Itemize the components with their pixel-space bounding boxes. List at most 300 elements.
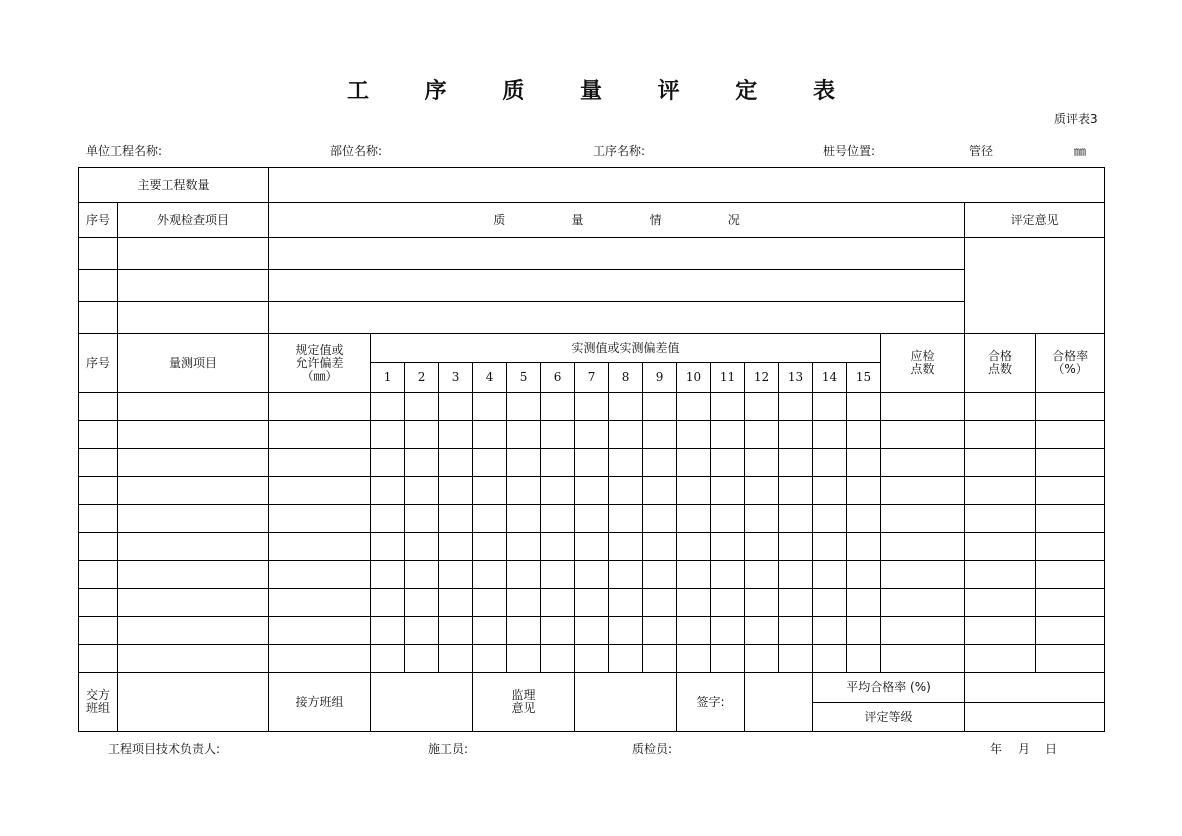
measure-item-cell[interactable] <box>118 617 269 645</box>
measured-value-cell[interactable] <box>575 533 609 561</box>
measured-value-cell[interactable] <box>575 505 609 533</box>
should-check-cell[interactable] <box>881 589 965 617</box>
measured-value-cell[interactable] <box>473 589 507 617</box>
measured-value-cell[interactable] <box>711 617 745 645</box>
measured-value-cell[interactable] <box>745 561 779 589</box>
evaluation-opinion-cell[interactable] <box>965 238 1105 334</box>
spec-line-3: （㎜） <box>301 368 338 383</box>
pass-rate-cell[interactable] <box>1036 645 1105 673</box>
measured-value-cell[interactable] <box>371 449 405 477</box>
measured-value-cell[interactable] <box>371 617 405 645</box>
measure-item-header: 量测项目 <box>118 334 269 393</box>
measured-col-header: 3 <box>439 363 473 393</box>
measured-value-cell[interactable] <box>847 589 881 617</box>
measured-value-cell[interactable] <box>541 505 575 533</box>
pass-rate-cell[interactable] <box>1036 617 1105 645</box>
pass-points-cell[interactable] <box>965 533 1036 561</box>
measured-value-cell[interactable] <box>609 533 643 561</box>
measured-value-cell[interactable] <box>745 477 779 505</box>
measured-value-cell[interactable] <box>473 533 507 561</box>
measured-value-cell[interactable] <box>575 617 609 645</box>
measured-value-cell[interactable] <box>745 393 779 421</box>
measured-value-cell[interactable] <box>813 561 847 589</box>
appearance-seq-cell[interactable] <box>79 302 118 334</box>
measured-value-cell[interactable] <box>779 505 813 533</box>
pass-points-header <box>965 334 1036 393</box>
tech-lead-label: 工程项目技术负责人: <box>108 742 221 756</box>
pass-points-cell[interactable] <box>965 421 1036 449</box>
inspector-label: 质检员: <box>632 742 673 756</box>
measured-col-header: 11 <box>711 363 745 393</box>
measured-value-cell[interactable] <box>643 617 677 645</box>
measured-value-cell[interactable] <box>405 561 439 589</box>
measure-item-cell[interactable] <box>118 449 269 477</box>
measured-value-cell[interactable] <box>405 589 439 617</box>
measured-value-cell[interactable] <box>677 617 711 645</box>
measured-value-cell[interactable] <box>473 449 507 477</box>
measure-seq-cell[interactable] <box>79 421 118 449</box>
measured-value-cell[interactable] <box>643 589 677 617</box>
measured-value-cell[interactable] <box>473 505 507 533</box>
measured-value-cell[interactable] <box>371 589 405 617</box>
measurement-row <box>79 505 1105 533</box>
measured-value-cell[interactable] <box>711 533 745 561</box>
measured-value-cell[interactable] <box>541 645 575 673</box>
measured-value-cell[interactable] <box>813 421 847 449</box>
pass-points-cell[interactable] <box>965 561 1036 589</box>
measured-value-cell[interactable] <box>779 477 813 505</box>
pass-points-cell[interactable] <box>965 645 1036 673</box>
signature-label: 签字: <box>677 673 745 732</box>
spec-value-cell[interactable] <box>269 393 371 421</box>
measured-value-cell[interactable] <box>507 449 541 477</box>
measured-value-cell[interactable] <box>405 645 439 673</box>
spec-value-cell[interactable] <box>269 561 371 589</box>
measured-value-cell[interactable] <box>643 449 677 477</box>
measured-value-cell[interactable] <box>779 561 813 589</box>
measured-value-cell[interactable] <box>575 393 609 421</box>
measured-value-cell[interactable] <box>439 645 473 673</box>
pass-rate-cell[interactable] <box>1036 477 1105 505</box>
measured-value-cell[interactable] <box>371 393 405 421</box>
measured-value-cell[interactable] <box>711 421 745 449</box>
measured-value-cell[interactable] <box>473 561 507 589</box>
spec-value-cell[interactable] <box>269 645 371 673</box>
measurement-row <box>79 421 1105 449</box>
measured-value-cell[interactable] <box>847 645 881 673</box>
measured-value-cell[interactable] <box>575 449 609 477</box>
measured-value-cell[interactable] <box>541 533 575 561</box>
measure-seq-cell[interactable] <box>79 589 118 617</box>
spec-value-cell[interactable] <box>269 617 371 645</box>
measured-value-cell[interactable] <box>779 421 813 449</box>
measured-col-header: 13 <box>779 363 813 393</box>
spec-value-cell[interactable] <box>269 589 371 617</box>
pass-rate-cell[interactable] <box>1036 561 1105 589</box>
measured-value-cell[interactable] <box>371 561 405 589</box>
measured-value-cell[interactable] <box>473 645 507 673</box>
measured-value-cell[interactable] <box>439 589 473 617</box>
avg-pass-rate-label: 平均合格率 (%) <box>813 673 965 703</box>
measure-seq-cell[interactable] <box>79 477 118 505</box>
measured-col-header: 5 <box>507 363 541 393</box>
measured-value-cell[interactable] <box>643 477 677 505</box>
measured-value-cell[interactable] <box>779 449 813 477</box>
measured-value-cell[interactable] <box>813 617 847 645</box>
measured-value-cell[interactable] <box>643 561 677 589</box>
measured-value-cell[interactable] <box>541 477 575 505</box>
measured-value-cell[interactable] <box>439 533 473 561</box>
supervision-opinion-cell[interactable] <box>575 673 677 732</box>
measured-value-cell[interactable] <box>847 449 881 477</box>
appearance-item-cell[interactable] <box>118 238 269 270</box>
measured-value-cell[interactable] <box>677 393 711 421</box>
unit-mm-label: ㎜ <box>1074 144 1087 158</box>
measured-value-cell[interactable] <box>575 645 609 673</box>
measured-value-cell[interactable] <box>473 421 507 449</box>
form-title: 工 序 质 量 评 定 表 <box>347 78 859 104</box>
handover-line-1: 交方 <box>85 688 110 702</box>
pass-points-cell[interactable] <box>965 477 1036 505</box>
measured-value-cell[interactable] <box>575 421 609 449</box>
measured-value-cell[interactable] <box>541 449 575 477</box>
spec-line-1: 规定值或 <box>295 342 344 357</box>
measured-col-header: 9 <box>643 363 677 393</box>
part-name-label: 部位名称: <box>330 144 383 158</box>
measured-value-cell[interactable] <box>847 477 881 505</box>
measured-value-cell[interactable] <box>711 589 745 617</box>
measure-seq-cell[interactable] <box>79 505 118 533</box>
measured-value-cell[interactable] <box>371 505 405 533</box>
should-check-cell[interactable] <box>881 449 965 477</box>
should-check-cell[interactable] <box>881 421 965 449</box>
quality-evaluation-table <box>78 167 1105 732</box>
measure-item-cell[interactable] <box>118 477 269 505</box>
seq-header-2: 序号 <box>79 334 118 393</box>
appearance-quality-cell[interactable] <box>269 238 965 270</box>
measured-value-cell[interactable] <box>439 617 473 645</box>
measured-value-cell[interactable] <box>507 645 541 673</box>
measured-value-cell[interactable] <box>813 645 847 673</box>
measured-value-cell[interactable] <box>779 393 813 421</box>
measured-value-cell[interactable] <box>609 449 643 477</box>
measured-value-cell[interactable] <box>813 393 847 421</box>
measured-value-cell[interactable] <box>813 505 847 533</box>
measured-value-cell[interactable] <box>847 421 881 449</box>
measured-value-cell[interactable] <box>575 477 609 505</box>
measured-col-header: 8 <box>609 363 643 393</box>
receiver-team-cell[interactable] <box>371 673 473 732</box>
should-check-line-1: 应检 <box>910 349 935 363</box>
should-check-cell[interactable] <box>881 561 965 589</box>
measured-value-cell[interactable] <box>779 589 813 617</box>
measured-col-header: 1 <box>371 363 405 393</box>
measured-value-cell[interactable] <box>507 617 541 645</box>
measured-col-header: 14 <box>813 363 847 393</box>
measured-value-cell[interactable] <box>745 533 779 561</box>
measured-value-cell[interactable] <box>405 393 439 421</box>
should-check-cell[interactable] <box>881 533 965 561</box>
measured-value-cell[interactable] <box>779 617 813 645</box>
measure-seq-cell[interactable] <box>79 533 118 561</box>
pass-rate-cell[interactable] <box>1036 393 1105 421</box>
pass-rate-header <box>1036 334 1105 393</box>
main-quantity-row <box>79 168 1105 203</box>
measure-item-cell[interactable] <box>118 421 269 449</box>
seq-header: 序号 <box>79 203 118 238</box>
grade-cell[interactable] <box>965 703 1105 732</box>
measured-value-cell[interactable] <box>439 477 473 505</box>
measured-value-cell[interactable] <box>677 589 711 617</box>
measured-value-cell[interactable] <box>847 505 881 533</box>
pass-rate-cell[interactable] <box>1036 505 1105 533</box>
should-check-cell[interactable] <box>881 477 965 505</box>
appearance-quality-cell[interactable] <box>269 270 965 302</box>
measure-item-cell[interactable] <box>118 645 269 673</box>
measured-value-cell[interactable] <box>779 645 813 673</box>
measured-value-cell[interactable] <box>677 505 711 533</box>
measured-value-cell[interactable] <box>677 645 711 673</box>
appearance-quality-cell[interactable] <box>269 302 965 334</box>
measured-values-header: 实测值或实测偏差值 <box>371 334 881 363</box>
measured-value-cell[interactable] <box>609 393 643 421</box>
measured-value-cell[interactable] <box>711 393 745 421</box>
measured-value-cell[interactable] <box>473 617 507 645</box>
measured-value-cell[interactable] <box>371 533 405 561</box>
measured-value-cell[interactable] <box>439 505 473 533</box>
measured-value-cell[interactable] <box>609 617 643 645</box>
should-check-cell[interactable] <box>881 645 965 673</box>
measured-value-cell[interactable] <box>439 421 473 449</box>
measured-value-cell[interactable] <box>711 561 745 589</box>
supervision-opinion-label <box>473 673 575 732</box>
quality-char: 情 <box>649 212 662 227</box>
measurement-row <box>79 561 1105 589</box>
measured-value-cell[interactable] <box>813 449 847 477</box>
pass-points-line-1: 合格 <box>988 349 1013 363</box>
measured-value-cell[interactable] <box>745 617 779 645</box>
measure-item-cell[interactable] <box>118 393 269 421</box>
measured-value-cell[interactable] <box>711 645 745 673</box>
measured-col-header: 12 <box>745 363 779 393</box>
supervision-line-2: 意见 <box>511 701 536 715</box>
handover-team-cell[interactable] <box>118 673 269 732</box>
measured-value-cell[interactable] <box>541 617 575 645</box>
quality-char: 量 <box>571 212 584 227</box>
measured-value-cell[interactable] <box>847 533 881 561</box>
measured-value-cell[interactable] <box>745 421 779 449</box>
measured-value-cell[interactable] <box>643 645 677 673</box>
measured-value-cell[interactable] <box>609 421 643 449</box>
appearance-row <box>79 270 1105 302</box>
measured-col-header: 6 <box>541 363 575 393</box>
pass-rate-cell[interactable] <box>1036 421 1105 449</box>
measured-value-cell[interactable] <box>405 477 439 505</box>
pass-rate-cell[interactable] <box>1036 589 1105 617</box>
form-number: 质评表3 <box>1054 112 1098 126</box>
measured-value-cell[interactable] <box>541 589 575 617</box>
spec-value-cell[interactable] <box>269 477 371 505</box>
measure-seq-cell[interactable] <box>79 617 118 645</box>
measured-value-cell[interactable] <box>541 561 575 589</box>
measured-value-cell[interactable] <box>677 449 711 477</box>
measured-value-cell[interactable] <box>507 561 541 589</box>
appearance-seq-cell[interactable] <box>79 238 118 270</box>
measured-value-cell[interactable] <box>405 421 439 449</box>
handover-line-2: 班组 <box>85 701 110 715</box>
measured-col-header: 10 <box>677 363 711 393</box>
pass-rate-cell[interactable] <box>1036 533 1105 561</box>
measure-seq-cell[interactable] <box>79 561 118 589</box>
measured-value-cell[interactable] <box>813 589 847 617</box>
measurement-row <box>79 589 1105 617</box>
measured-value-cell[interactable] <box>371 421 405 449</box>
date-month-label: 月 <box>1018 742 1031 756</box>
unit-project-label: 单位工程名称: <box>86 144 163 158</box>
measured-value-cell[interactable] <box>745 589 779 617</box>
measure-item-cell[interactable] <box>118 561 269 589</box>
pass-points-cell[interactable] <box>965 449 1036 477</box>
date-day-label: 日 <box>1045 742 1058 756</box>
should-check-cell[interactable] <box>881 505 965 533</box>
measure-seq-cell[interactable] <box>79 645 118 673</box>
measured-value-cell[interactable] <box>439 449 473 477</box>
measured-value-cell[interactable] <box>711 477 745 505</box>
measured-value-cell[interactable] <box>643 393 677 421</box>
measured-value-cell[interactable] <box>745 645 779 673</box>
measured-value-cell[interactable] <box>405 449 439 477</box>
measured-value-cell[interactable] <box>609 645 643 673</box>
measured-value-cell[interactable] <box>439 561 473 589</box>
measured-value-cell[interactable] <box>507 589 541 617</box>
measured-value-cell[interactable] <box>677 561 711 589</box>
measured-value-cell[interactable] <box>609 477 643 505</box>
signature-cell[interactable] <box>745 673 813 732</box>
spec-value-cell[interactable] <box>269 533 371 561</box>
measured-value-cell[interactable] <box>507 477 541 505</box>
measured-value-cell[interactable] <box>473 393 507 421</box>
measurement-row <box>79 617 1105 645</box>
measured-value-cell[interactable] <box>745 449 779 477</box>
measured-value-cell[interactable] <box>847 617 881 645</box>
pass-rate-line-1: 合格率 <box>1052 349 1089 363</box>
appearance-item-cell[interactable] <box>118 302 269 334</box>
measured-value-cell[interactable] <box>677 533 711 561</box>
spec-value-cell[interactable] <box>269 449 371 477</box>
main-quantity-value[interactable] <box>269 168 1105 203</box>
pass-points-cell[interactable] <box>965 589 1036 617</box>
appearance-header-row <box>79 203 1105 238</box>
pass-points-cell[interactable] <box>965 505 1036 533</box>
quality-char: 况 <box>727 212 740 227</box>
measure-item-cell[interactable] <box>118 533 269 561</box>
pipe-diameter-label: 管径 <box>969 144 994 158</box>
pass-rate-cell[interactable] <box>1036 449 1105 477</box>
supervision-line-1: 监理 <box>511 688 536 702</box>
measure-item-cell[interactable] <box>118 505 269 533</box>
appearance-row <box>79 302 1105 334</box>
appearance-item-header: 外观检查项目 <box>118 203 269 238</box>
pass-points-cell[interactable] <box>965 617 1036 645</box>
measurement-row <box>79 645 1105 673</box>
appearance-item-cell[interactable] <box>118 270 269 302</box>
measured-value-cell[interactable] <box>541 393 575 421</box>
measurement-rows <box>79 393 1105 673</box>
measured-value-cell[interactable] <box>473 477 507 505</box>
measured-value-cell[interactable] <box>371 645 405 673</box>
measurement-header-row <box>79 334 1105 363</box>
measured-value-cell[interactable] <box>847 561 881 589</box>
pile-position-label: 桩号位置: <box>823 144 876 158</box>
measured-value-cell[interactable] <box>779 533 813 561</box>
grade-label: 评定等级 <box>813 703 965 732</box>
measured-value-cell[interactable] <box>609 589 643 617</box>
measured-value-cell[interactable] <box>575 589 609 617</box>
appearance-seq-cell[interactable] <box>79 270 118 302</box>
should-check-line-2: 点数 <box>910 362 935 376</box>
measurement-row <box>79 393 1105 421</box>
measured-value-cell[interactable] <box>677 421 711 449</box>
measured-value-cell[interactable] <box>439 393 473 421</box>
measured-col-header: 15 <box>847 363 881 393</box>
constructor-label: 施工员: <box>428 742 469 756</box>
measured-value-cell[interactable] <box>405 505 439 533</box>
signature-row-1 <box>79 673 1105 703</box>
measured-value-cell[interactable] <box>813 477 847 505</box>
measured-value-cell[interactable] <box>405 617 439 645</box>
measured-value-cell[interactable] <box>405 533 439 561</box>
spec-value-cell[interactable] <box>269 505 371 533</box>
measured-value-cell[interactable] <box>609 505 643 533</box>
measured-value-cell[interactable] <box>507 505 541 533</box>
measured-value-cell[interactable] <box>711 449 745 477</box>
should-check-cell[interactable] <box>881 393 965 421</box>
process-name-label: 工序名称: <box>593 144 646 158</box>
measurement-row <box>79 477 1105 505</box>
measured-col-header: 4 <box>473 363 507 393</box>
measured-value-cell[interactable] <box>813 533 847 561</box>
measured-value-cell[interactable] <box>507 533 541 561</box>
measured-value-cell[interactable] <box>643 505 677 533</box>
should-check-cell[interactable] <box>881 617 965 645</box>
measured-value-cell[interactable] <box>507 393 541 421</box>
measured-value-cell[interactable] <box>371 477 405 505</box>
quality-char: 质 <box>493 212 506 227</box>
measured-col-header: 2 <box>405 363 439 393</box>
measure-seq-cell[interactable] <box>79 449 118 477</box>
pass-points-cell[interactable] <box>965 393 1036 421</box>
measured-value-cell[interactable] <box>541 421 575 449</box>
measured-value-cell[interactable] <box>643 421 677 449</box>
measured-value-cell[interactable] <box>643 533 677 561</box>
measured-value-cell[interactable] <box>507 421 541 449</box>
avg-pass-rate-cell[interactable] <box>965 673 1105 703</box>
measure-item-cell[interactable] <box>118 589 269 617</box>
measured-value-cell[interactable] <box>745 505 779 533</box>
measured-value-cell[interactable] <box>847 393 881 421</box>
quality-situation-header <box>269 203 965 238</box>
measured-value-cell[interactable] <box>575 561 609 589</box>
spec-value-cell[interactable] <box>269 421 371 449</box>
handover-team-label <box>79 673 118 732</box>
measured-value-cell[interactable] <box>711 505 745 533</box>
measured-value-cell[interactable] <box>677 477 711 505</box>
measure-seq-cell[interactable] <box>79 393 118 421</box>
measured-value-cell[interactable] <box>609 561 643 589</box>
date-year-label: 年 <box>990 742 1003 756</box>
receiver-team-label: 接方班组 <box>269 673 371 732</box>
measurement-row <box>79 533 1105 561</box>
